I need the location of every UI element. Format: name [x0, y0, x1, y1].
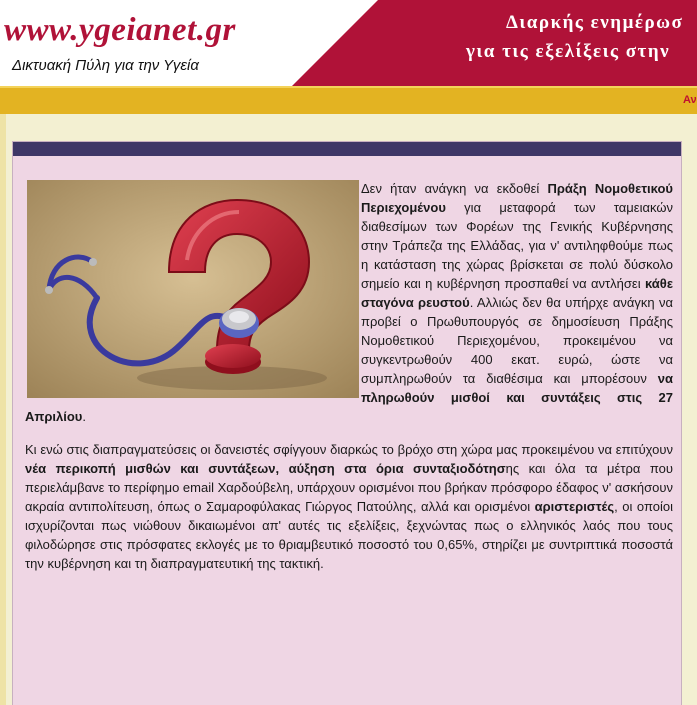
nav-bar	[0, 86, 697, 114]
site-header	[0, 0, 697, 86]
article-title-bar	[13, 142, 681, 156]
site-tagline: Δικτυακή Πύλη για την Υγεία	[12, 57, 199, 74]
header-slogan-line1: Διαρκής ενημέρωσ	[506, 12, 684, 33]
article-paragraph-2: Κι ενώ στις διαπραγματεύσεις οι δανειστές σφίγγουν διαρκώς το βρόχο στη χώρα μας προκειμένου να επιτύχουν νέα περικοπή μισθών και συντάξεων, αύξηση στα όρια συνταξιοδότησης και όλα τα μέτρα που περιελάμβανε το περίφημο email Χαρδούβελη, υπάρχουν ορισμένοι που βρήκαν πρόσφορο έδαφος ν' ασκήσουν ακραία αντιπολίτευση, όπως ο Σαμαροφύλακας Γιώργος Πατούλης, αλλά και ορισμένοι αριστεριστές, οι οποίοι ισχυρίζονται πως νιώθουν δικαιωμένοι απ' αυτές τις εξελίξεις, ξεχνώντας πως ο ελληνικός λαός που τους φιλοδώρησε στις πρόσφατες εκλογές με το θριαμβευτικό ποσοστό του 0,65%, στηρίζει με συντριπτικά ποσοστά την κυβέρνηση και τη διαπραγματευτική της τακτική.	[25, 442, 673, 571]
article-paragraph-1: Δεν ήταν ανάγκη να εκδοθεί Πράξη Νομοθετικού Περιεχομένου για μεταφορά των ταμειακών διαθεσίμων των Φορέων της Γενικής Κυβέρνησης στην Τράπεζα της Ελλάδας, για ν' αντιληφθούμε πως η κατάσταση της χώρας βρίσκεται σε πολύ δύσκολο σημείο και η κυβέρνηση προσπαθεί να αντλήσει κάθε σταγόνα ρευστού. Αλλιώς δεν θα υπήρχε ανάγκη να προβεί ο Πρωθυπουργός σε δημοσίευση Πράξης Νομοθετικού Περιεχομένου, προκειμένου να συγκεντρωθούν 400 εκατ. ευρώ, ώστε να συμπληρωθούν τα διαθέσιμα και μπορέσουν να πληρωθούν μισθοί και συντάξεις στις 27 Απριλίου.	[25, 181, 673, 424]
article-panel	[12, 141, 682, 705]
header-slogan-line2: για τις εξελίξεις στην	[466, 41, 671, 62]
nav-bar-text[interactable]: Αν	[683, 94, 697, 106]
site-logo-url[interactable]: www.ygeianet.gr	[4, 12, 236, 48]
left-strip	[0, 114, 6, 705]
article-body	[25, 179, 673, 587]
